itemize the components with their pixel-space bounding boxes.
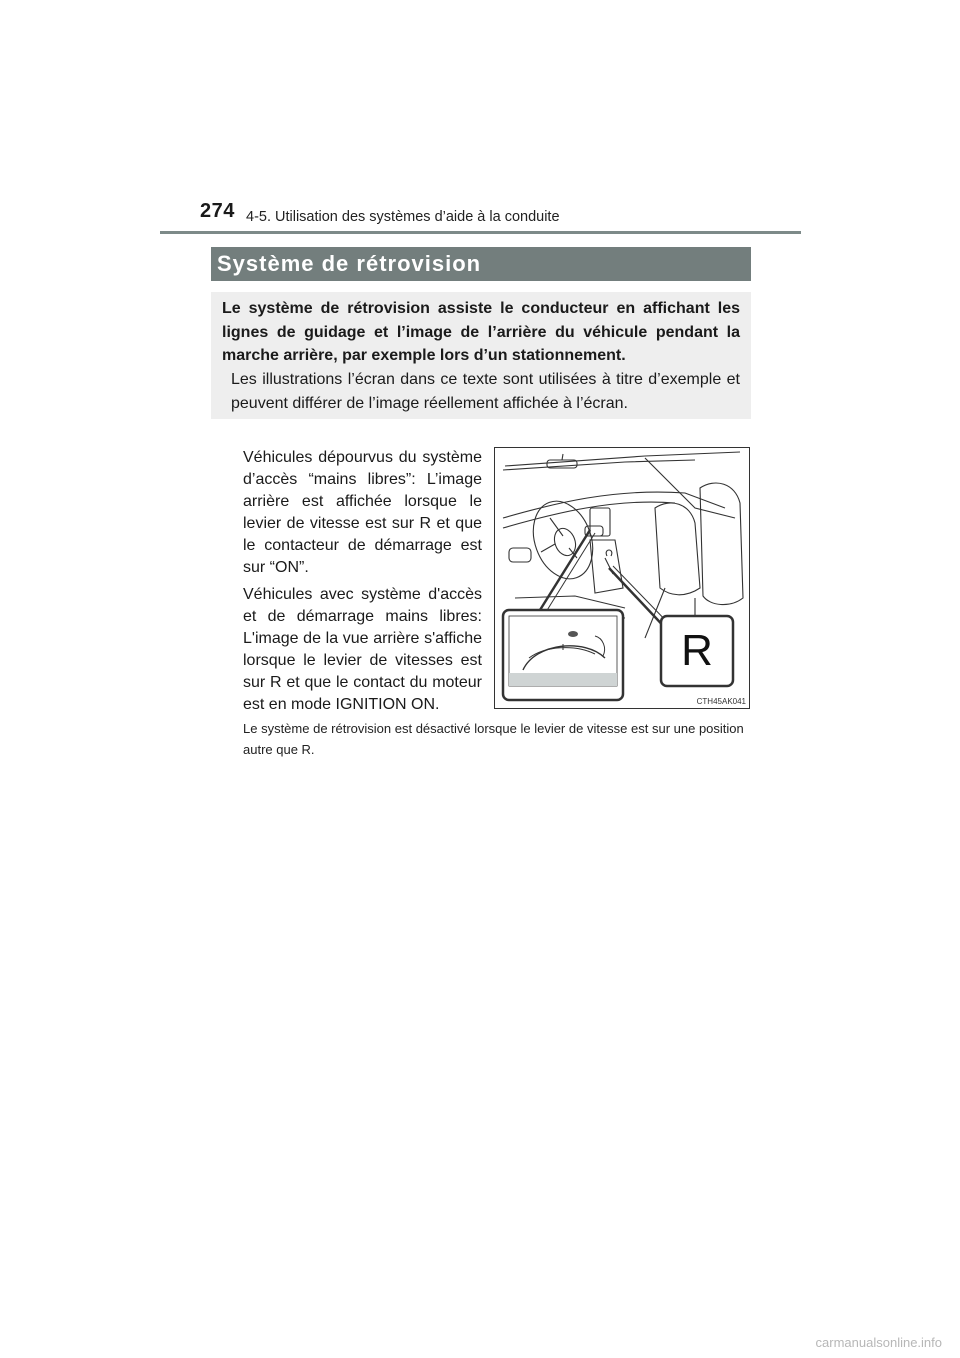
watermark: carmanualsonline.info <box>815 1335 942 1350</box>
page-number: 274 <box>200 200 235 222</box>
body-paragraph-1: Véhicules dépourvus du système d’accès “mains libres”: L’image arrière est affichée lorsque le levier de vitesse est sur R et que le contacteur de démarrage est sur “ON”. <box>243 449 482 576</box>
header-rule <box>160 231 801 234</box>
gear-r-label: R <box>681 626 713 675</box>
intro-lead: Le système de rétrovision assiste le conducteur en affichant les lignes de guidage et l’image de l’arrière du véhicule pendant la marche arrière, par exemple lors d’un stationnement. <box>222 300 740 364</box>
intro-note: Les illustrations l’écran dans ce texte sont utilisées à titre d’exemple et peuvent différer de l’image réellement affichée à l’écran. <box>231 371 740 412</box>
body-paragraph-2: Véhicules avec système d'accès et de démarrage mains libres: L'image de la vue arrière s'affiche lorsque le levier de vitesses est sur R et que le contact du moteur est en mode IGNITION ON. <box>243 586 482 713</box>
figure-code: CTH45AK041 <box>696 697 746 706</box>
running-head: 4-5. Utilisation des systèmes d’aide à la conduite <box>246 209 560 225</box>
footnote: Le système de rétrovision est désactivé lorsque le levier de vitesse est sur une position autre que R. <box>243 721 744 757</box>
rear-camera-screen-illustration <box>503 610 623 700</box>
figure <box>494 447 750 709</box>
section-title: Système de rétrovision <box>217 251 482 276</box>
section-title-bar <box>211 247 751 281</box>
intro-box <box>211 292 751 419</box>
